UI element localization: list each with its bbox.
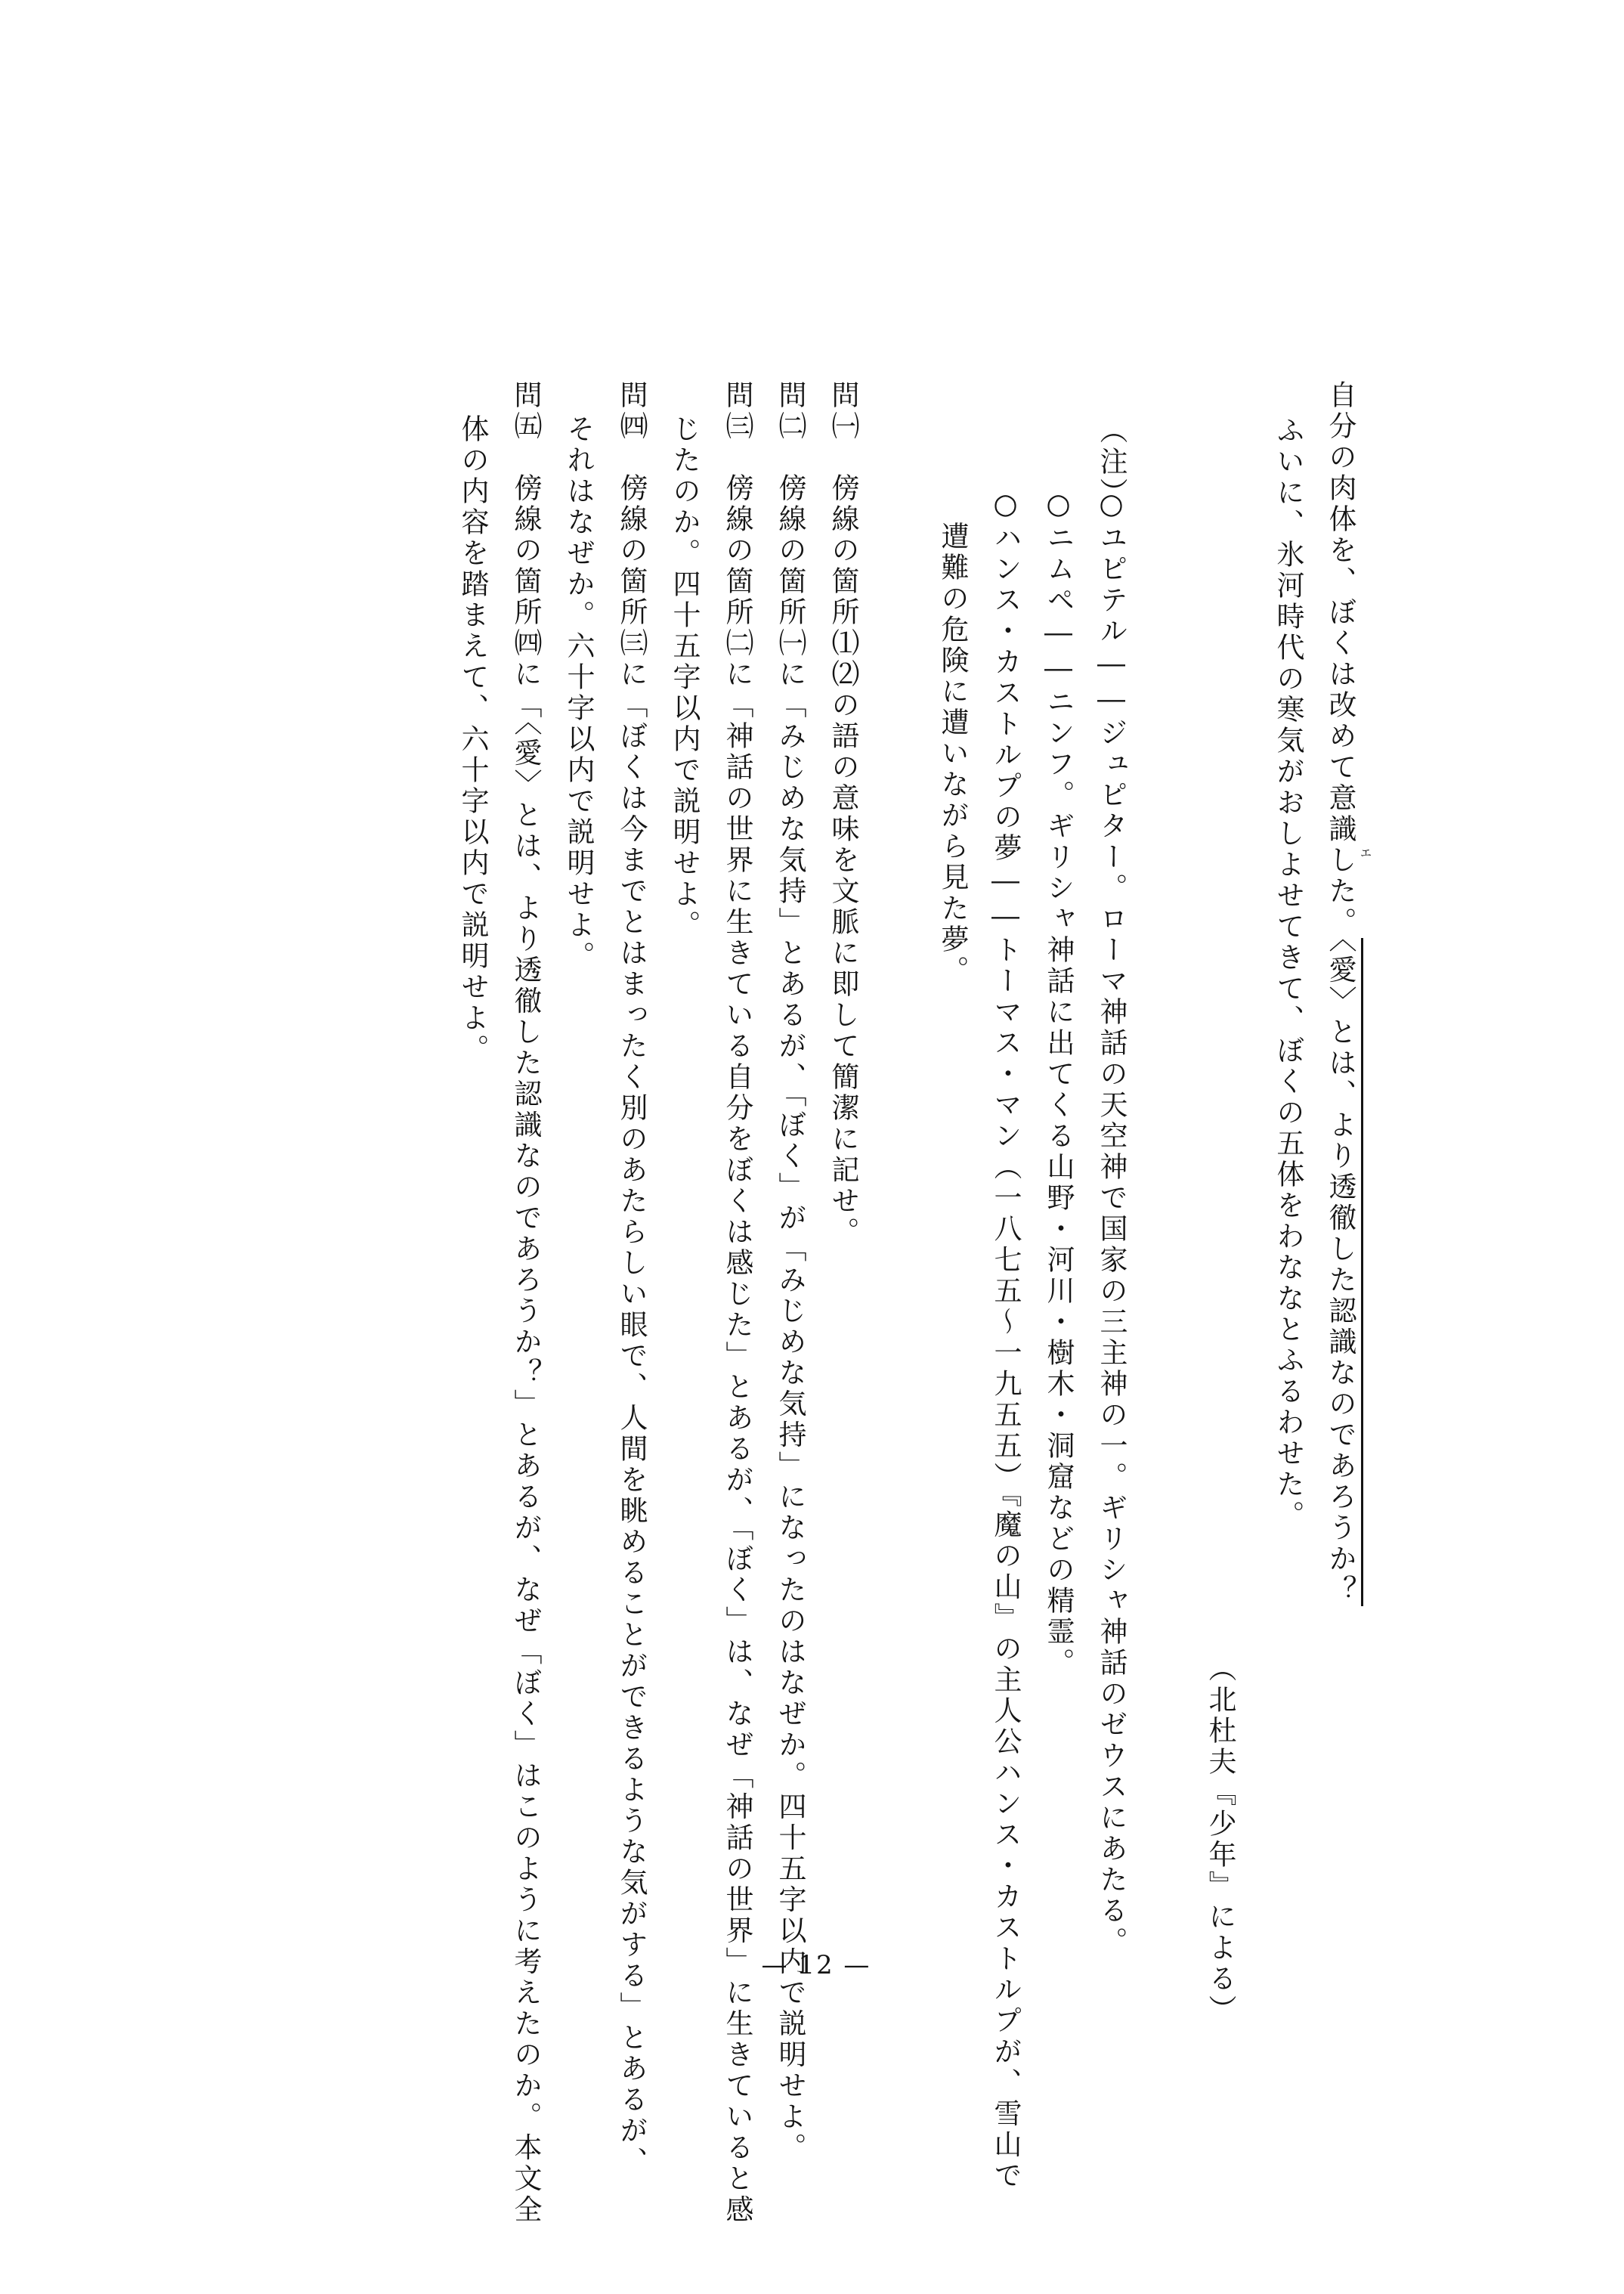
body-line-1 <box>1326 380 1354 1606</box>
notes-label: （注） <box>1095 416 1128 509</box>
body-line-1-text: 自分の肉体を、ぼくは改めて意識した。 <box>1324 380 1356 938</box>
underlined-phrase-e: 〈愛〉とは、より透徹した認識なのであろうか？ <box>1324 938 1363 1606</box>
source-citation: （北杜夫『少年』による） <box>1204 1654 1236 2026</box>
underline-mark-e: エ <box>1358 847 1372 859</box>
body-line-2: ふいに、氷河時代の寒気がおしよせてきて、ぼくの五体をわななとふるわせた。 <box>1272 416 1304 1531</box>
question-1: 問㈠ 傍線の箇所⑴⑵の語の意味を文脈に即して簡潔に記せ。 <box>827 380 859 1248</box>
question-5-line-2: 体の内容を踏まえて、六十字以内で説明せよ。 <box>456 414 489 1065</box>
question-3-line-2: じたのか。四十五字以内で説明せよ。 <box>668 414 701 941</box>
note-castorp-dream-line-1: ○ハンス・カストルプの夢――トーマス・マン（一八七五〜一九五五）『魔の山』の主人公ハンス・カストルプが、雪山で <box>989 488 1022 2192</box>
question-4-line-1: 問㈣ 傍線の箇所㈢に「ぼくは今までとはまったく別のあたらしい眼で、人間を眺めることができるような気がする」とあるが、 <box>615 380 648 2178</box>
note-nympha: ○ニムペ――ニンフ。ギリシャ神話に出てくる山野・河川・樹木・洞窟などの精霊。 <box>1042 488 1075 1679</box>
page-number: — 12 — <box>761 1950 871 1980</box>
note-jupiter: ○ユピテル――ジュピター。ローマ神話の天空神で国家の三主神の一。ギリシャ神話のゼウスにあたる。 <box>1095 488 1128 1958</box>
note-castorp-dream-line-2: 遭難の危険に遭いながら見た夢。 <box>936 522 969 986</box>
question-4-line-2: それはなぜか。六十字以内で説明せよ。 <box>562 414 595 972</box>
question-3-line-1: 問㈢ 傍線の箇所㈡に「神話の世界に生きている自分をぼくは感じた」とあるが、「ぼく」は、なぜ「神話の世界」に生きていると感 <box>721 380 753 2226</box>
question-2: 問㈡ 傍線の箇所㈠に「みじめな気持」とあるが、「ぼく」が「みじめな気持」になったのはなぜか。四十五字以内で説明せよ。 <box>774 380 806 2164</box>
question-5-line-1: 問㈤ 傍線の箇所㈣に「〈愛〉とは、より透徹した認識なのであろうか？」とあるが、なぜ「ぼく」はこのように考えたのか。本文全 <box>509 380 542 2226</box>
